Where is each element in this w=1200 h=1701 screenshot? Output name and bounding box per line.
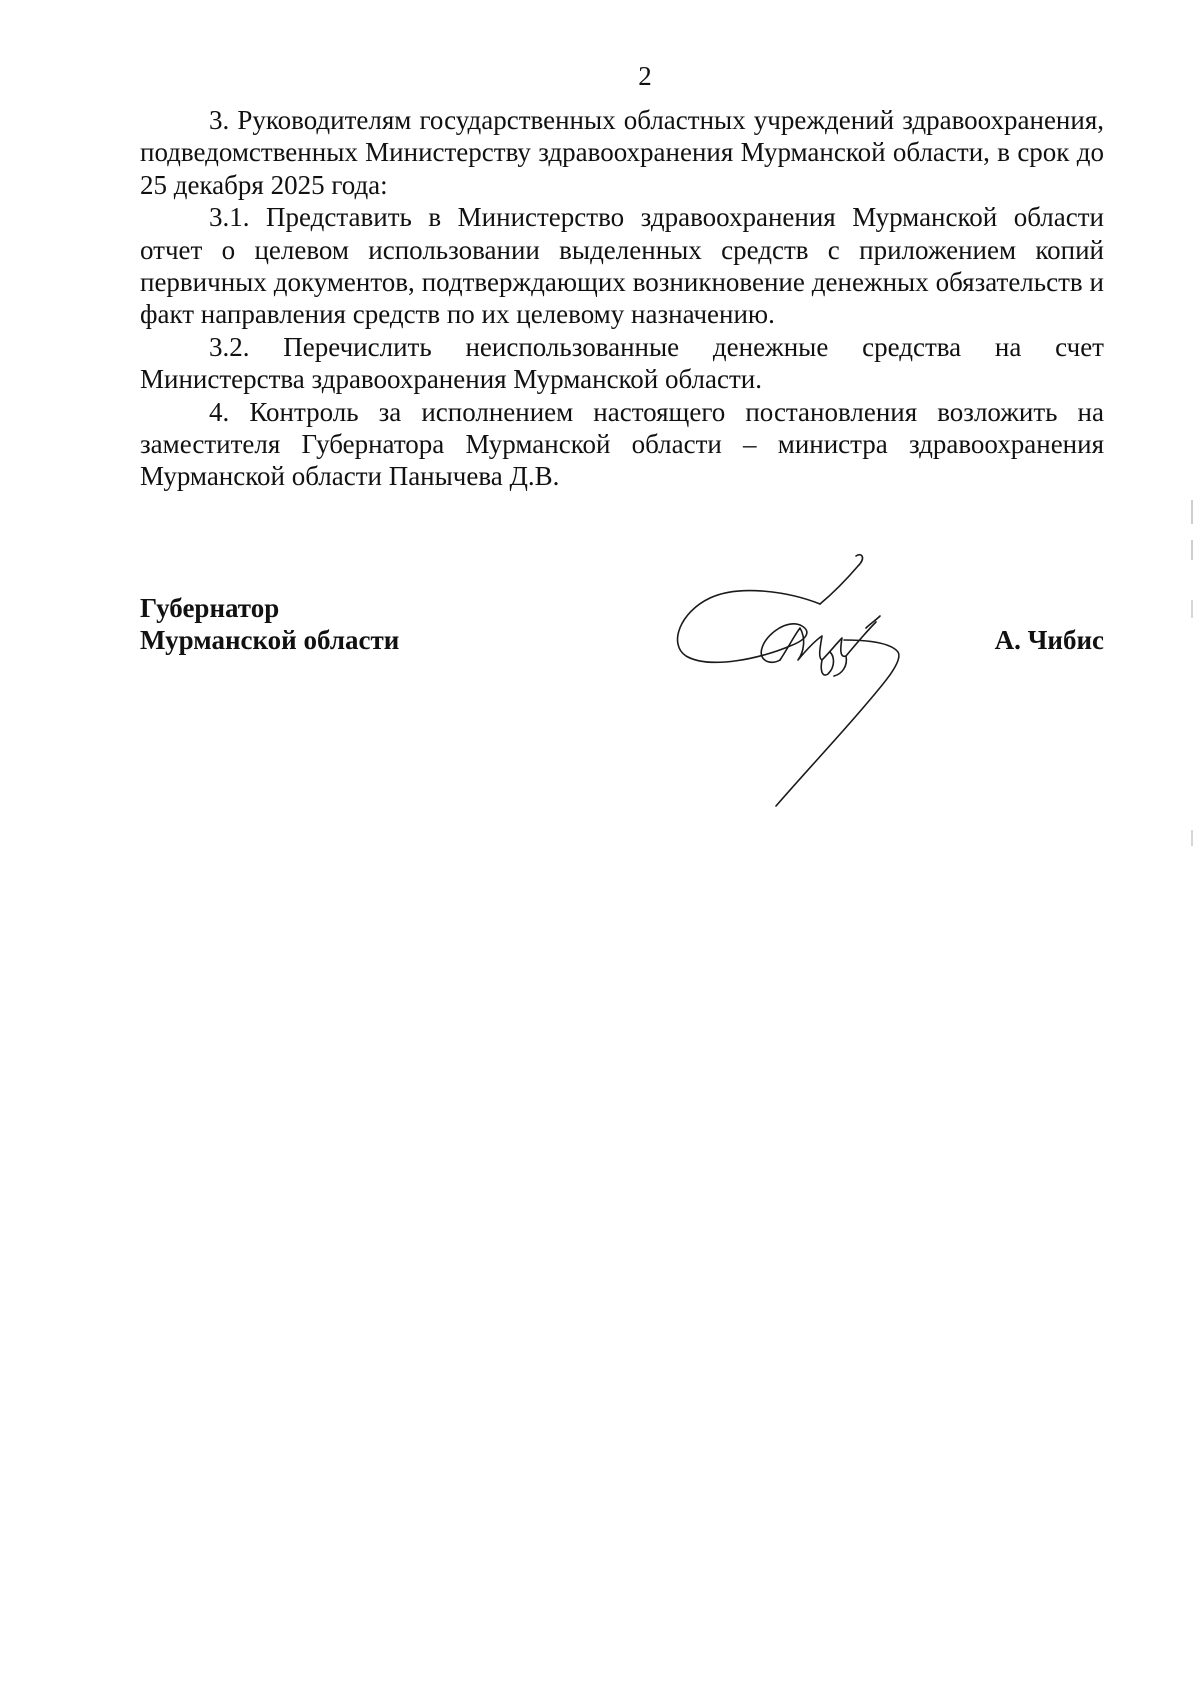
document-body — [140, 104, 1104, 493]
signatory-name: А. Чибис — [994, 625, 1104, 655]
paragraph-3: 3. Руководителям государственных областных учреждений здравоохранения, подведомственных Министерству здравоохранения Мурманской области, в срок до 25 декабря 2025 года: — [140, 105, 1104, 200]
signatory-position-line2: Мурманской области — [140, 625, 400, 655]
handwritten-signature — [670, 548, 940, 808]
signatory-position-line1: Губернатор — [140, 593, 280, 623]
scan-edge-marks — [1190, 500, 1194, 860]
paragraph-3-2: 3.2. Перечислить неиспользованные денежные средства на счет Министерства здравоохранения Мурманской области. — [140, 331, 1104, 395]
page-number: 2 — [638, 61, 652, 91]
signatory-position — [140, 592, 399, 656]
paragraph-4: 4. Контроль за исполнением настоящего постановления возложить на заместителя Губернатора Мурманской области – министра здравоохранения Мурманской области Панычева Д.В. — [140, 396, 1104, 492]
paragraph-3-1: 3.1. Представить в Министерство здравоохранения Мурманской области отчет о целевом использовании выделенных средств с приложением копий первичных документов, подтверждающих возникновение денежных обязательств и факт направления средств по их целевому назначению. — [140, 202, 1104, 330]
signature-block — [140, 592, 1104, 672]
